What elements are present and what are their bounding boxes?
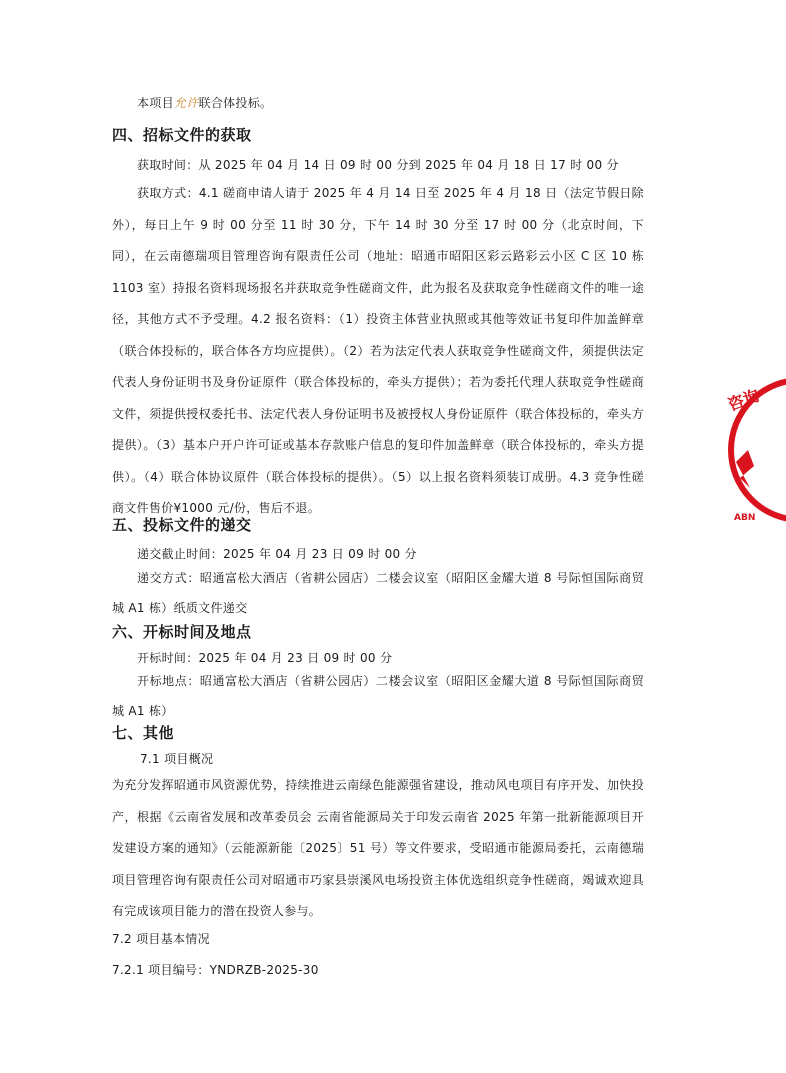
submission-method: 递交方式：昭通富松大酒店（省耕公园店）二楼会议室（昭阳区金耀大道 8 号际恒国际商贸城 A1 栋）纸质文件递交 — [112, 571, 644, 615]
statement-prefix: 本项目 — [137, 96, 174, 110]
section-7-heading: 七、其他 — [112, 724, 175, 742]
project-overview: 为充分发挥昭通市风资源优势，持续推进云南绿色能源强省建设，推动风电项目有序开发、加快投产，根据《云南省发展和改革委员会 云南省能源局关于印发云南省 2025 年第一批新能源项目开发建设方案的通知》（云能源新能〔2025〕51 号）等文件要求，受昭通市能源局委托，云南德瑞项目管理咨询有限责任公司对昭通市巧家县崇溪风电场投资主体优选组织竞争性磋商，竭诚欢迎具有完成该项目能力的潜在投资人参与。 — [112, 778, 644, 918]
subsection-7-1: 7.1 项目概况 — [140, 752, 214, 766]
subsection-7-2: 7.2 项目基本情况 — [112, 932, 210, 946]
submission-deadline: 递交截止时间：2025 年 04 月 23 日 09 时 00 分 — [137, 547, 417, 561]
company-seal — [726, 370, 786, 530]
allowed-word: 允许 — [173, 96, 199, 110]
consortium-statement — [137, 94, 272, 111]
statement-suffix: 联合体投标。 — [198, 96, 273, 110]
seal-text: 咨询 — [725, 385, 762, 415]
section-5-heading: 五、投标文件的递交 — [112, 516, 252, 534]
section-6-heading: 六、开标时间及地点 — [112, 623, 252, 641]
seal-graphic — [726, 370, 786, 530]
project-number: 7.2.1 项目编号：YNDRZB-2025-30 — [112, 963, 319, 977]
acquisition-method: 获取方式：4.1 磋商申请人请于 2025 年 4 月 14 日至 2025 年 4 月 18 日（法定节假日除外），每日上午 9 时 00 分至 11 时 30 分，下午 14 时 30 分至 17 时 00 分（北京时间，下同），在云南德瑞项目管理咨询有限责任公司（地址：昭通市昭阳区彩云路彩云小区 C 区 10 栋 1103 室）持报名资料现场报名并获取竞争性磋商文件，此为报名及获取竞争性磋商文件的唯一途径，其他方式不予受理。4.2 报名资料：（1）投资主体营业执照或其他等效证书复印件加盖鲜章（联合体投标的，联合体各方均应提供）。（2）若为法定代表人获取竞争性磋商文件，须提供法定代表人身份证明书及身份证原件（联合体投标的，牵头方提供）；若为委托代理人获取竞争性磋商文件，须提供授权委托书、法定代表人身份证明书及被授权人身份证原件（联合体投标的，牵头方提供）。（3）基本户开户许可证或基本存款账户信息的复印件加盖鲜章（联合体投标的，牵头方提供）。（4）联合体协议原件（联合体投标的提供）。（5）以上报名资料须装订成册。4.3 竞争性磋商文件售价¥1000 元/份，售后不退。 — [112, 186, 644, 515]
opening-time: 开标时间：2025 年 04 月 23 日 09 时 00 分 — [137, 651, 393, 665]
section-4-heading: 四、招标文件的获取 — [112, 126, 252, 144]
opening-place: 开标地点：昭通富松大酒店（省耕公园店）二楼会议室（昭阳区金耀大道 8 号际恒国际商贸城 A1 栋） — [112, 674, 644, 718]
acquisition-time: 获取时间：从 2025 年 04 月 14 日 09 时 00 分到 2025 年 04 月 18 日 17 时 00 分 — [137, 158, 619, 172]
seal-code: ABN — [734, 513, 756, 523]
